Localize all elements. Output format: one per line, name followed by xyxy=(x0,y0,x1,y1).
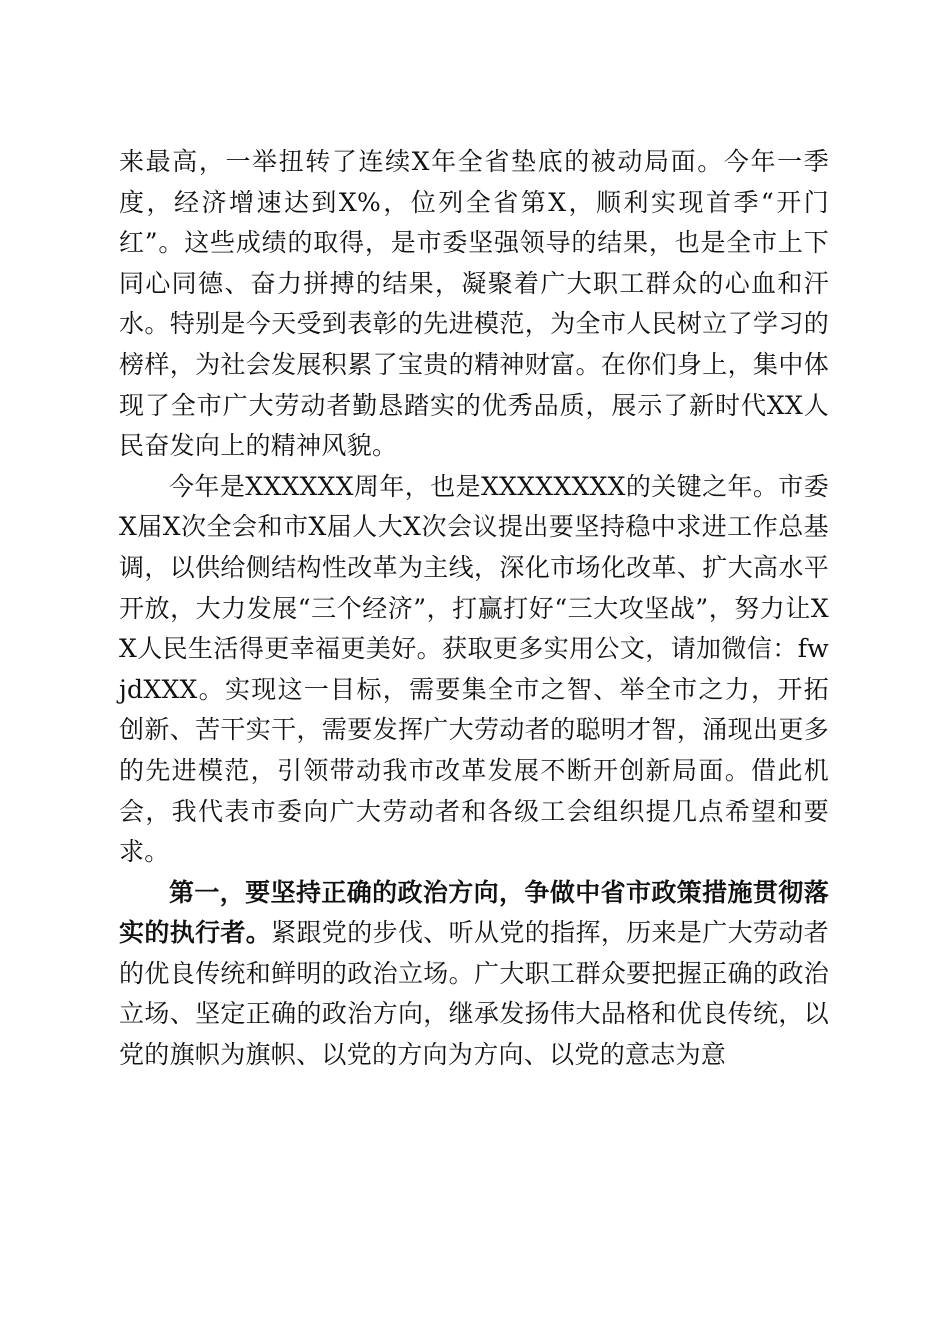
paragraph-anniversary-year: 今年是XXXXXX周年，也是XXXXXXXX的关键之年。市委X届X次全会和市X届人大X次会议提出要坚持稳中求进工作总基调，以供给侧结构性改革为主线，深化市场化改革、扩大高水平开放，大力发展“三个经济”，打赢打好“三大攻坚战”，努力让XX人民生活得更幸福更美好。获取更多实用公文，请加微信：fwjdXXX。实现这一目标，需要集全市之智、举全市之力，开拓创新、苦干实干，需要发挥广大劳动者的聪明才智，涌现出更多的先进模范，引领带动我市改革发展不断开创新局面。借此机会，我代表市委向广大劳动者和各级工会组织提几点希望和要求。 xyxy=(119,471,829,867)
first-requirement-heading: 第一，要坚持正确的政治方向，争做中省市政策措施贯彻落实的执行者。 xyxy=(119,877,829,948)
document-body xyxy=(119,142,829,1076)
first-requirement-body: 紧跟党的步伐、听从党的指挥，历来是广大劳动者的优良传统和鲜明的政治立场。广大职工群众要把握正确的政治立场、坚定正确的政治方向，继承发扬伟大品格和优良传统，以党的旗帜为旗帜、以党的方向为方向、以党的意志为意 xyxy=(119,918,829,1070)
paragraph-first-requirement xyxy=(119,873,829,1076)
paragraph-continuation: 来最高，一举扭转了连续X年全省垫底的被动局面。今年一季度，经济增速达到X%，位列全省第X，顺利实现首季“开门红”。这些成绩的取得，是市委坚强领导的结果，也是全市上下同心同德、奋力拼搏的结果，凝聚着广大职工群众的心血和汗水。特别是今天受到表彰的先进模范，为全市人民树立了学习的榜样，为社会发展积累了宝贵的精神财富。在你们身上，集中体现了全市广大劳动者勤恳踏实的优秀品质，展示了新时代XX人民奋发向上的精神风貌。 xyxy=(119,147,829,461)
